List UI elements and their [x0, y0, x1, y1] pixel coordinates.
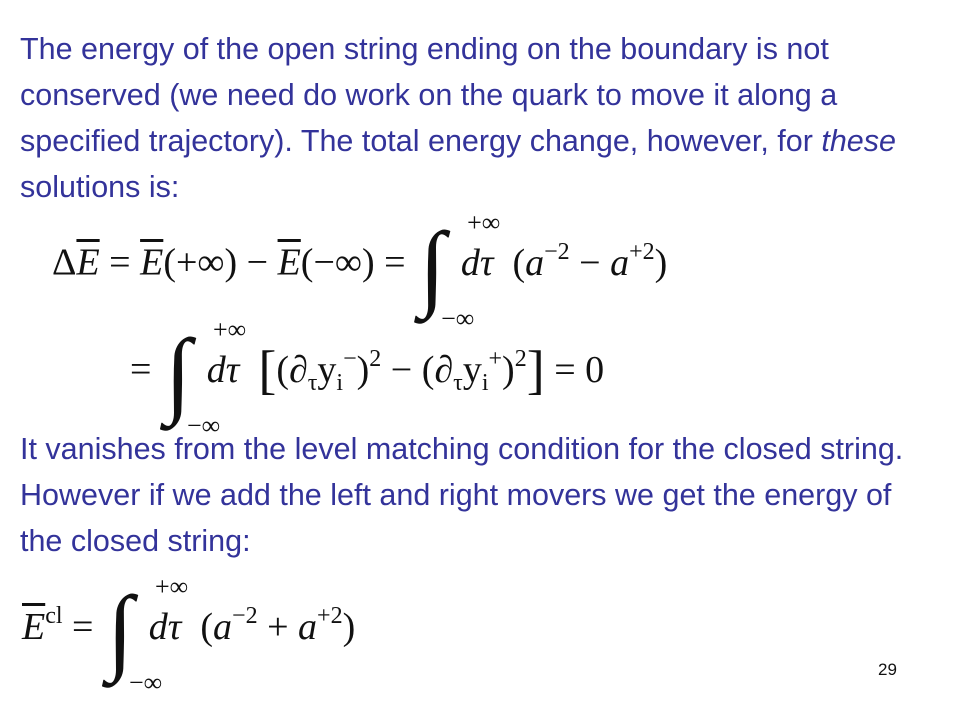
eq3-upper-limit: +∞: [154, 572, 189, 601]
intro-text-start: The energy of the open string ending on the boundary is not conserved (we need do work on the quark to move it along a specified trajectory). The total energy change, however, for: [20, 32, 838, 158]
intro-text-end: solutions is:: [20, 170, 180, 204]
eq1-lhs: $\Delta\overline{E} = \overline{E}(+\infty) - \overline{E}(-\infty)$ =: [52, 241, 406, 284]
page-number: 29: [878, 660, 897, 679]
energy-change-continuation: [130, 315, 605, 440]
eq3-lower-limit: −∞: [128, 668, 163, 697]
closed-string-energy-equation: [22, 572, 356, 697]
eq1-lower-limit: −∞: [441, 304, 475, 333]
eq1-integral-sign: ∫ +∞ −∞: [419, 208, 501, 333]
eq2-lower-limit: −∞: [186, 411, 221, 440]
intro-paragraph: [20, 26, 940, 210]
eq2-upper-limit: +∞: [212, 315, 247, 344]
intro-emphasis: these: [821, 124, 896, 158]
eq3-integrand: dτ $(a^{-2} + a^{+2})$: [148, 602, 356, 648]
level-matching-paragraph: It vanishes from the level matching condition for the closed string. However if we add the left and right movers we get the energy of the closed string:: [20, 432, 904, 558]
eq2-lhs: =: [130, 348, 152, 391]
eq1-upper-limit: +∞: [467, 208, 501, 237]
eq1-integrand: dτ $(a^{-2} - a^{+2})$: [460, 238, 668, 284]
energy-change-equation: [52, 208, 668, 333]
eq2-integrand: dτ $[(\partial_\tau y_i^-)^2 - (\partial_\tau y_i^+)^2] = 0$: [206, 339, 605, 400]
eq3-lhs: $\overline{E}^{cl}$ =: [22, 602, 94, 648]
eq3-integral-sign: ∫ +∞ −∞: [106, 572, 189, 697]
eq2-integral-sign: ∫ +∞ −∞: [164, 315, 247, 440]
